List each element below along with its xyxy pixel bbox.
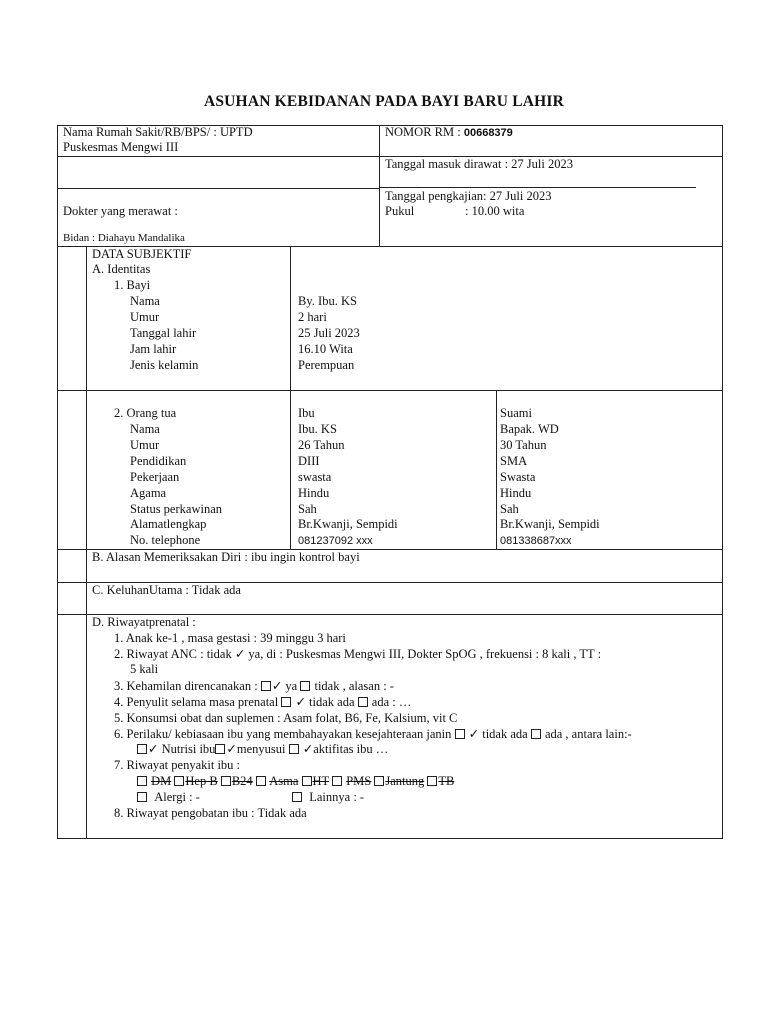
behavior-label: 6. Perilaku/ kebiasaan ibu yang membahayakan kesejahteraan janin [114, 727, 455, 741]
section-d-heading: D. Riwayatprenatal : [92, 615, 196, 629]
planned-yes-checkbox[interactable] [261, 681, 271, 691]
parent-label-education: Pendidikan [130, 454, 187, 468]
disease-tb-checkbox[interactable] [427, 776, 437, 786]
disease-dm-label: DM [151, 774, 172, 788]
disease-b24-checkbox[interactable] [221, 776, 231, 786]
mother-heading: Ibu [298, 406, 315, 420]
complications-none-checkbox[interactable] [281, 697, 291, 707]
allergy-checkbox[interactable] [137, 792, 147, 802]
father-marital: Sah [500, 502, 519, 516]
baby-age: 2 hari [298, 310, 327, 324]
planned-yes-label: ✓ ya [271, 679, 301, 693]
disease-history-options [137, 774, 454, 789]
behavior-yes-label: ada , antara lain:- [541, 727, 632, 741]
parent-label-address: Alamatlengkap [130, 517, 207, 531]
baby-label-name: Nama [130, 294, 160, 308]
mother-occupation: swasta [298, 470, 332, 484]
medical-record-number [385, 125, 513, 141]
behavior-yes-checkbox[interactable] [531, 729, 541, 739]
prenatal-item-1: 1. Anak ke-1 , masa gestasi : 39 minggu 3 hari [114, 631, 346, 645]
nutrition-checkbox[interactable] [137, 744, 147, 754]
father-heading: Suami [500, 406, 532, 420]
planned-no-checkbox[interactable] [300, 681, 310, 691]
disease-jantung-label: Jantung [385, 774, 425, 788]
section-c-complaint: C. KeluhanUtama : Tidak ada [92, 583, 241, 597]
disease-pms-checkbox[interactable] [332, 776, 342, 786]
assessment-date: Tanggal pengkajian: 27 Juli 2023 [385, 189, 552, 203]
prenatal-item-7: 7. Riwayat penyakit ibu : [114, 758, 241, 772]
father-address: Br.Kwanji, Sempidi [500, 517, 600, 531]
disease-ht-checkbox[interactable] [302, 776, 312, 786]
hospital-name-label: Nama Rumah Sakit/RB/BPS/ : UPTD [63, 125, 253, 139]
prenatal-item-6 [114, 727, 632, 742]
prenatal-item-2-cont: 5 kali [130, 662, 159, 676]
mother-name: Ibu. KS [298, 422, 337, 436]
activity-checkbox[interactable] [289, 744, 299, 754]
complications-yes-checkbox[interactable] [358, 697, 368, 707]
baby-sex: Perempuan [298, 358, 355, 372]
complications-label: 4. Penyulit selama masa prenatal [114, 695, 282, 709]
complications-yes-label: ada : … [368, 695, 412, 709]
parent-label-phone: No. telephone [130, 533, 201, 547]
mother-education: DIII [298, 454, 320, 468]
parent-label-name: Nama [130, 422, 160, 436]
baby-label-birthtime: Jam lahir [130, 342, 177, 356]
mother-marital: Sah [298, 502, 317, 516]
attending-doctor: Dokter yang merawat : [63, 204, 178, 218]
father-education: SMA [500, 454, 528, 468]
baby-label-birthdate: Tanggal lahir [130, 326, 197, 340]
mother-age: 26 Tahun [298, 438, 345, 452]
other-disease-option [292, 790, 364, 805]
other-disease-label: Lainnya : - [309, 790, 365, 804]
prenatal-item-6-options [137, 742, 388, 757]
planned-no-label: tidak , alasan : - [311, 679, 394, 693]
father-occupation: Swasta [500, 470, 536, 484]
parent-label-occupation: Pekerjaan [130, 470, 180, 484]
baby-birthdate: 25 Juli 2023 [298, 326, 360, 340]
hospital-name-value: Puskesmas Mengwi III [63, 140, 179, 154]
behavior-none-checkbox[interactable] [455, 729, 465, 739]
mother-address: Br.Kwanji, Sempidi [298, 517, 398, 531]
parent-label-religion: Agama [130, 486, 167, 500]
allergy-option [137, 790, 200, 805]
document-title: ASUHAN KEBIDANAN PADA BAYI BARU LAHIR [203, 93, 565, 110]
father-name: Bapak. WD [500, 422, 559, 436]
mother-phone: 081237092 xxx [298, 535, 373, 547]
rm-value: 00668379 [463, 127, 513, 139]
activity-label: ✓aktifitas ibu … [299, 742, 389, 756]
disease-b24-label: B24 [231, 774, 253, 788]
planned-pregnancy-label: 3. Kehamilan direncanakan : [114, 679, 261, 693]
admission-date: Tanggal masuk dirawat : 27 Juli 2023 [385, 157, 573, 171]
prenatal-item-2: 2. Riwayat ANC : tidak ✓ ya, di : Puskesmas Mengwi III, Dokter SpOG , frekuensi : 8 kali , TT : [114, 647, 602, 661]
parent-label-marital: Status perkawinan [130, 502, 222, 516]
other-disease-checkbox[interactable] [292, 792, 302, 802]
complications-none-label: ✓ tidak ada [292, 695, 358, 709]
assessment-time-value: : 10.00 wita [465, 204, 525, 218]
assessment-time-label: Pukul [385, 204, 415, 218]
disease-asma-label: Asma [269, 774, 299, 788]
section-b-reason: B. Alasan Memeriksakan Diri : ibu ingin kontrol bayi [92, 550, 360, 564]
disease-pms-label: PMS [346, 774, 372, 788]
prenatal-item-5: 5. Konsumsi obat dan suplemen : Asam folat, B6, Fe, Kalsium, vit C [114, 711, 458, 725]
prenatal-item-8: 8. Riwayat pengobatan ibu : Tidak ada [114, 806, 307, 820]
nutrition-label: ✓ Nutrisi ibu [148, 742, 216, 756]
breastfeeding-checkbox[interactable] [215, 744, 225, 754]
parents-heading: 2. Orang tua [114, 406, 177, 420]
behavior-none-label: ✓ tidak ada [465, 727, 531, 741]
subjective-data-heading: DATA SUBJEKTIF [92, 247, 192, 261]
baby-label-age: Umur [130, 310, 160, 324]
section-a-identity: A. Identitas [92, 262, 151, 276]
baby-name: By. Ibu. KS [298, 294, 357, 308]
prenatal-item-4 [114, 695, 411, 710]
prenatal-item-3 [114, 679, 394, 694]
disease-tb-label: TB [438, 774, 455, 788]
disease-asma-checkbox[interactable] [256, 776, 266, 786]
parent-label-age: Umur [130, 438, 160, 452]
father-age: 30 Tahun [500, 438, 547, 452]
breastfeeding-label: ✓menyusui [226, 742, 289, 756]
father-phone: 081338687xxx [500, 535, 572, 547]
rm-label: NOMOR RM : [385, 125, 464, 139]
mother-religion: Hindu [298, 486, 330, 500]
disease-dm-checkbox[interactable] [137, 776, 147, 786]
baby-birthtime: 16.10 Wita [298, 342, 353, 356]
disease-jantung-checkbox[interactable] [374, 776, 384, 786]
baby-heading: 1. Bayi [114, 278, 151, 292]
disease-hepb-checkbox[interactable] [174, 776, 184, 786]
father-religion: Hindu [500, 486, 532, 500]
baby-label-sex: Jenis kelamin [130, 358, 199, 372]
disease-hepb-label: Hep B [185, 774, 218, 788]
disease-ht-label: HT [312, 774, 329, 788]
allergy-label: Alergi : - [154, 790, 200, 804]
midwife-name: Bidan : Diahayu Mandalika [63, 232, 185, 244]
